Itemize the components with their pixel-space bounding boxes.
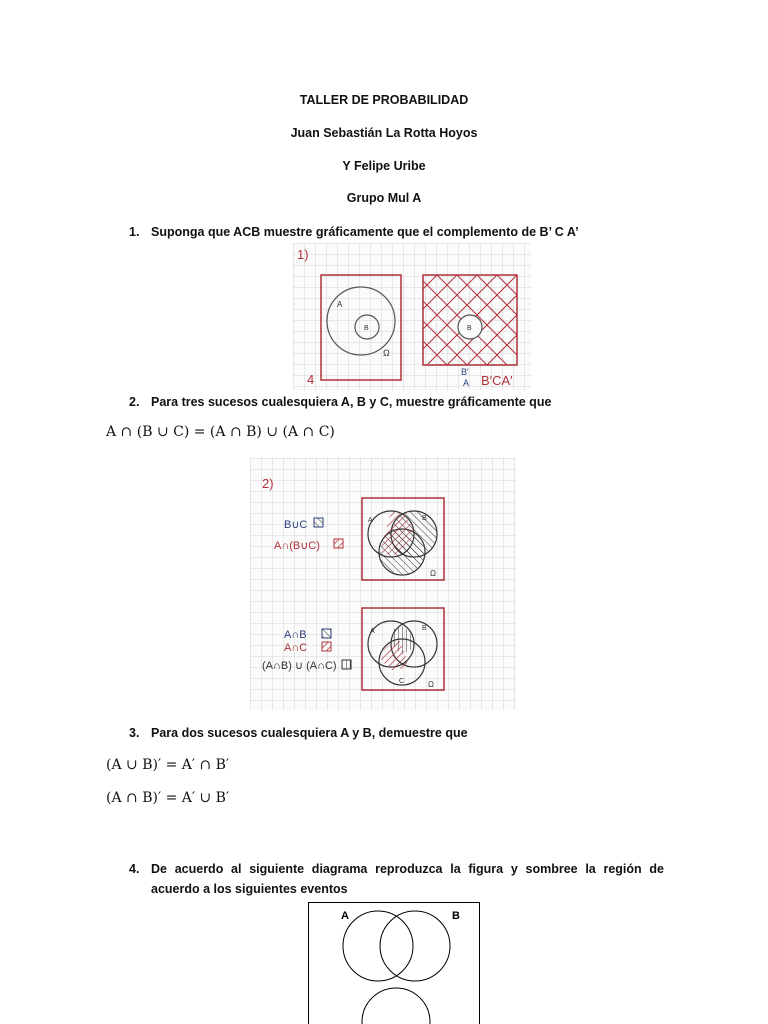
figure-4-diagram: [308, 902, 480, 1024]
question-text: De acuerdo al siguiente diagrama reproduzca la figura y sombree la región de acuerdo a los siguientes eventos: [151, 862, 664, 896]
figure-1-sketch: [293, 243, 531, 390]
set-c-circle: [362, 988, 430, 1024]
author-1: Juan Sebastián La Rotta Hoyos: [290, 126, 478, 140]
legend-swatch: [342, 660, 351, 669]
label-b-prime: B′: [461, 367, 469, 377]
question-text: Para tres sucesos cualesquiera A, B y C, muestre gráficamente que: [151, 395, 552, 409]
question-1: [129, 222, 669, 242]
question-text: Suponga que ACB muestre gráficamente que el complemento de B’ C A’: [151, 225, 579, 239]
question-number: 3.: [129, 726, 140, 740]
label-b: B: [364, 325, 369, 332]
legend-swatch: [322, 642, 331, 651]
label-a: A: [370, 628, 375, 635]
figure-2-sketch: [250, 458, 516, 710]
legend-a-intersect: A∩(B∪C): [274, 540, 320, 552]
question-3: [129, 723, 669, 743]
demorgan-formula-2: (A ∩ B)′ = A′ ∪ B′: [106, 790, 230, 806]
label-b: B: [422, 515, 427, 522]
question-text: Para dos sucesos cualesquiera A y B, demuestre que: [151, 726, 468, 740]
legend-swatch: [314, 518, 323, 527]
label-a: A: [337, 300, 343, 309]
label-b-right: B: [467, 325, 472, 332]
label-omega: Ω: [430, 569, 436, 578]
question-number: 1.: [129, 225, 140, 239]
set-b-circle: [380, 911, 450, 981]
distributive-formula: A ∩ (B ∪ C) = (A ∩ B) ∪ (A ∩ C): [106, 424, 335, 440]
legend-b-union-c: B∪C: [284, 519, 308, 531]
legend-union: (A∩B) ∪ (A∩C): [262, 660, 337, 672]
label-a-small: A: [463, 378, 470, 388]
label-b: B: [422, 625, 427, 632]
demorgan-formula-1: (A ∪ B)′ = A′ ∩ B′: [106, 757, 230, 773]
figure-number: 2): [262, 476, 274, 491]
label-c: C: [399, 678, 405, 685]
legend-a-intersect-c: A∩C: [284, 642, 308, 654]
group-name: Grupo Mul A: [346, 191, 422, 205]
label-omega: Ω: [383, 348, 390, 358]
legend-swatch: [334, 539, 343, 548]
question-number: 2.: [129, 395, 140, 409]
corner-number: 4: [307, 372, 315, 387]
legend-swatch: [322, 629, 331, 638]
question-number: 4.: [129, 862, 140, 876]
question-2: [129, 392, 669, 412]
label-b: B: [452, 910, 460, 922]
document-title: TALLER DE PROBABILIDAD: [299, 93, 469, 107]
figure-number: 1): [297, 247, 309, 262]
label-a: A: [368, 517, 373, 524]
figure-caption: B′CA′: [481, 373, 513, 388]
author-2: Y Felipe Uribe: [342, 159, 426, 173]
set-a-circle: [343, 911, 413, 981]
label-a: A: [341, 910, 349, 922]
legend-a-intersect-b: A∩B: [284, 629, 307, 641]
question-4: [129, 859, 664, 899]
label-omega: Ω: [428, 680, 434, 689]
